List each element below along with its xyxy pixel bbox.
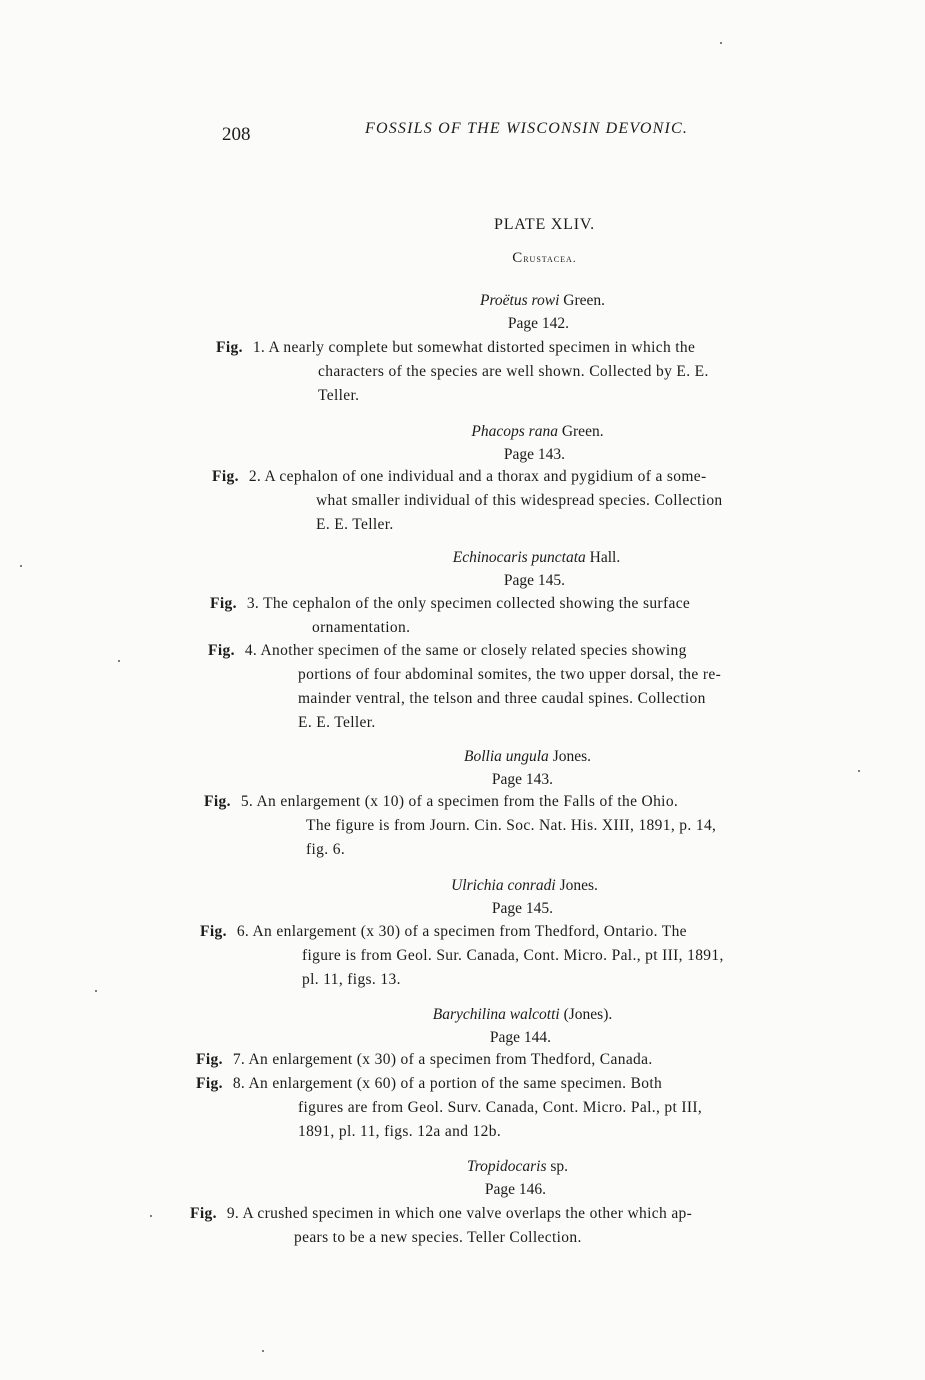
scan-speck: [262, 1350, 264, 1352]
plate-subtitle: Crustacea.: [512, 250, 577, 266]
fig-label: Fig.: [196, 1051, 223, 1068]
species-author: Green.: [561, 423, 604, 440]
species-heading: [0, 420, 925, 466]
caption-line: A crushed specimen in which one valve overlaps the other which ap-: [242, 1205, 693, 1222]
species-page: Page 146.: [484, 1181, 547, 1198]
fig-number: 4.: [244, 642, 258, 659]
running-title: FOSSILS OF THE WISCONSIN DEVONIC.: [365, 120, 689, 137]
fig-number: 9.: [226, 1205, 240, 1222]
species-name: Barychilina walcotti: [432, 1006, 560, 1023]
fig-label: Fig.: [200, 923, 227, 940]
species-heading: [0, 745, 925, 791]
caption-line: figure is from Geol. Sur. Canada, Cont. Micro. Pal., pt III, 1891,: [302, 947, 724, 964]
species-page: Page 143.: [491, 771, 554, 788]
caption-line: A nearly complete but somewhat distorted specimen in which the: [268, 339, 696, 356]
figure-caption: [200, 920, 865, 992]
fig-number: 3.: [246, 595, 260, 612]
caption-line: E. E. Teller.: [316, 516, 394, 533]
fig-label: Fig.: [216, 339, 243, 356]
fig-label: Fig.: [210, 595, 237, 612]
caption-line: ornamentation.: [312, 619, 411, 636]
fig-label: Fig.: [208, 642, 235, 659]
caption-line: mainder ventral, the telson and three caudal spines. Collection: [298, 690, 706, 707]
species-name: Phacops rana: [471, 423, 558, 440]
species-name: Tropidocaris: [466, 1158, 547, 1175]
caption-line: pl. 11, figs. 13.: [302, 971, 401, 988]
figure-caption: [210, 592, 870, 640]
caption-line: The cephalon of the only specimen collected showing the surface: [263, 595, 691, 612]
fig-number: 1.: [252, 339, 266, 356]
plate-title: PLATE XLIV.: [494, 216, 595, 233]
species-heading: [0, 1003, 925, 1049]
scan-speck: [150, 1215, 152, 1217]
scan-speck: [95, 990, 97, 992]
figure-caption: [196, 1072, 861, 1144]
figure-caption: [196, 1048, 861, 1072]
caption-line: characters of the species are well shown. Collected by E. E.: [318, 363, 709, 380]
caption-line: The figure is from Journ. Cin. Soc. Nat. His. XIII, 1891, p. 14,: [306, 817, 717, 834]
fig-number: 7.: [232, 1051, 246, 1068]
figure-caption: [208, 639, 868, 735]
figure-caption: [216, 336, 871, 408]
species-author: sp.: [550, 1158, 569, 1175]
page-header: [0, 118, 925, 148]
caption-line: An enlargement (x 30) of a specimen from Thedford, Canada.: [248, 1051, 653, 1068]
caption-line: portions of four abdominal somites, the two upper dorsal, the re-: [298, 666, 722, 683]
species-page: Page 145.: [503, 572, 566, 589]
fig-number: 8.: [232, 1075, 246, 1092]
caption-line: what smaller individual of this widespread species. Collection: [316, 492, 723, 509]
fig-label: Fig.: [204, 793, 231, 810]
caption-line: pears to be a new species. Teller Collection.: [294, 1229, 582, 1246]
species-author: (Jones).: [563, 1006, 613, 1023]
species-page: Page 145.: [491, 900, 554, 917]
figure-caption: [204, 790, 869, 862]
species-author: Jones.: [552, 748, 592, 765]
fig-number: 5.: [240, 793, 254, 810]
caption-line: Another specimen of the same or closely related species showing: [260, 642, 687, 659]
figure-caption: [190, 1202, 860, 1250]
scan-speck: [720, 42, 722, 44]
species-author: Jones.: [559, 877, 598, 894]
caption-line: E. E. Teller.: [298, 714, 376, 731]
caption-line: An enlargement (x 30) of a specimen from Thedford, Ontario. The: [252, 923, 687, 940]
plate-heading: [0, 216, 925, 266]
species-heading: [0, 289, 925, 335]
caption-line: fig. 6.: [306, 841, 346, 858]
fig-label: Fig.: [190, 1205, 217, 1222]
caption-line: An enlargement (x 10) of a specimen from the Falls of the Ohio.: [256, 793, 679, 810]
species-author: Green.: [563, 292, 605, 309]
page-number: 208: [222, 124, 251, 145]
caption-line: 1891, pl. 11, figs. 12a and 12b.: [298, 1123, 502, 1140]
scan-speck: [118, 660, 120, 662]
species-heading: [0, 874, 925, 920]
fig-label: Fig.: [196, 1075, 223, 1092]
species-name: Bollia ungula: [463, 748, 549, 765]
species-page: Page 143.: [503, 446, 566, 463]
species-name: Proëtus rowi: [480, 292, 560, 309]
fig-number: 6.: [236, 923, 250, 940]
caption-line: A cephalon of one individual and a thorax and pygidium of a some-: [264, 468, 707, 485]
caption-line: Teller.: [318, 387, 360, 404]
scan-speck: [20, 565, 22, 567]
species-heading: [0, 1155, 925, 1201]
caption-line: figures are from Geol. Surv. Canada, Cont. Micro. Pal., pt III,: [298, 1099, 703, 1116]
fig-number: 2.: [248, 468, 262, 485]
species-heading: [0, 546, 925, 592]
figure-caption: [212, 465, 872, 537]
fig-label: Fig.: [212, 468, 239, 485]
caption-line: An enlargement (x 60) of a portion of the same specimen. Both: [248, 1075, 663, 1092]
species-page: Page 144.: [489, 1029, 552, 1046]
species-name: Echinocaris punctata: [452, 549, 586, 566]
scan-speck: [858, 770, 860, 772]
species-name: Ulrichia conradi: [451, 877, 556, 894]
species-page: Page 142.: [507, 315, 570, 332]
species-author: Hall.: [589, 549, 621, 566]
